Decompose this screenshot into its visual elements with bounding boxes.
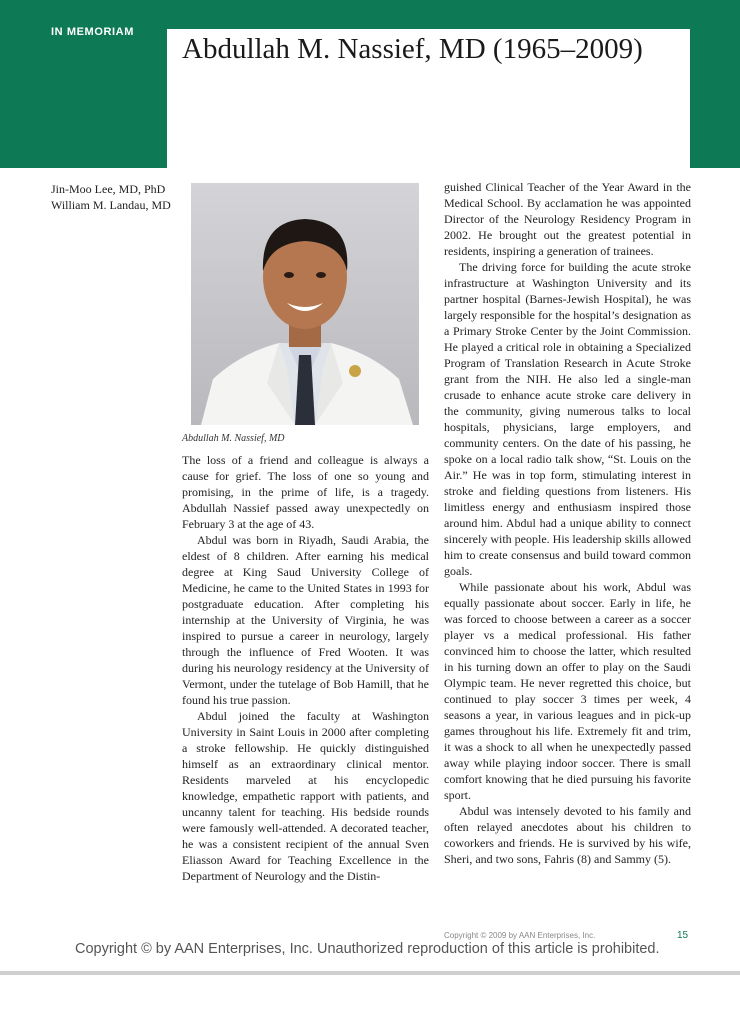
paragraph: The loss of a friend and colleague is always a cause for grief. The loss of one so young and promising, in the prime of life, is a tragedy. Abdullah Nassief passed away unexpectedly on February 3 at the age of 43. xyxy=(182,453,429,531)
title-box xyxy=(167,29,690,168)
portrait-illustration xyxy=(191,183,419,425)
body-column-right xyxy=(444,179,691,867)
photo-caption: Abdullah M. Nassief, MD xyxy=(182,433,285,444)
paragraph: The driving force for building the acute stroke infrastructure at Washington University and its partner hospital (Barnes-Jewish Hospital), he was largely responsible for the hospital’s designation as a Primary Stroke Center by the Joint Commission. He played a critical role in obtaining a Specialized Program of Translation Research in Acute Stroke grant from the NIH. He also led a single-man crusade to enhance acute stroke care delivery in the community, giving numerous talks to local hospitals, physicians, large employers, and community centers. On the date of his passing, he spoke on a local radio talk show, “St. Louis on the Air.” He was in top form, stimulating interest in stroke and fielding questions from listeners. His limitless energy and enthusiasm inspired those around him. Abdul had a unique ability to connect sincerely with people. His leadership skills allowed him to create consensus and build toward common goals. xyxy=(444,260,691,578)
portrait-photo xyxy=(191,183,419,425)
copyright-small: Copyright © 2009 by AAN Enterprises, Inc. xyxy=(444,931,596,940)
page-number: 15 xyxy=(677,930,689,941)
copyright-notice: Copyright © by AAN Enterprises, Inc. Unauthorized reproduction of this article is prohibited. xyxy=(75,941,660,957)
article-title: Abdullah M. Nassief, MD (1965–2009) xyxy=(182,33,643,65)
body-column-left xyxy=(182,452,429,884)
paragraph: Abdul was born in Riyadh, Saudi Arabia, the eldest of 8 children. After earning his medical degree at King Saud University College of Medicine, he came to the United States in 1993 for postgraduate education. After completing his internship at the University of Virginia, he was inspired to pursue a career in neurology, largely through the influence of Fred Wooten. It was during his neurology residency at the University of Vermont, under the tutelage of Bob Hamill, that he found his true passion. xyxy=(182,533,429,707)
paragraph: Abdul joined the faculty at Washington University in Saint Louis in 2000 after completing a stroke fellowship. He quickly distinguished himself as an extraordinary clinical mentor. Residents marveled at his encyclopedic knowledge, empathetic rapport with patients, and uncanny talent for teaching. His bedside rounds were famously well-attended. A decorated teacher, he was a consistent recipient of the annual Sven Eliasson Award for Teaching Excellence in the Department of Neurology and the Distin- xyxy=(182,709,429,883)
paragraph: Abdul was intensely devoted to his family and often relayed anecdotes about his children to coworkers and friends. He is survived by his wife, Sheri, and two sons, Fahris (8) and Sammy (5). xyxy=(444,804,691,866)
author-name: William M. Landau, MD xyxy=(51,198,171,212)
author-name: Jin-Moo Lee, MD, PhD xyxy=(51,182,166,196)
divider xyxy=(0,971,740,975)
paragraph: guished Clinical Teacher of the Year Award in the Medical School. By acclamation he was appointed Director of the Neurology Residency Program in 2002. He brought out the greatest potential in residents, inspiring a generation of trainees. xyxy=(444,180,691,258)
author-list xyxy=(51,181,171,213)
paragraph: While passionate about his work, Abdul was equally passionate about soccer. Early in life, he was forced to choose between a career as a soccer player vs a medical professional. His father convinced him to choose the latter, which resulted in his turning down an offer to play on the Saudi Olympic team. He never regretted this choice, but continued to play soccer 3 times per week, 4 seasons a year, in various leagues and in pick-up games throughout his life. Extremely fit and trim, it was a shock to all when he unexpectedly passed away while playing indoor soccer. There is small comfort knowing that he died pursuing his favorite sport. xyxy=(444,580,691,802)
section-label: IN MEMORIAM xyxy=(51,26,134,38)
